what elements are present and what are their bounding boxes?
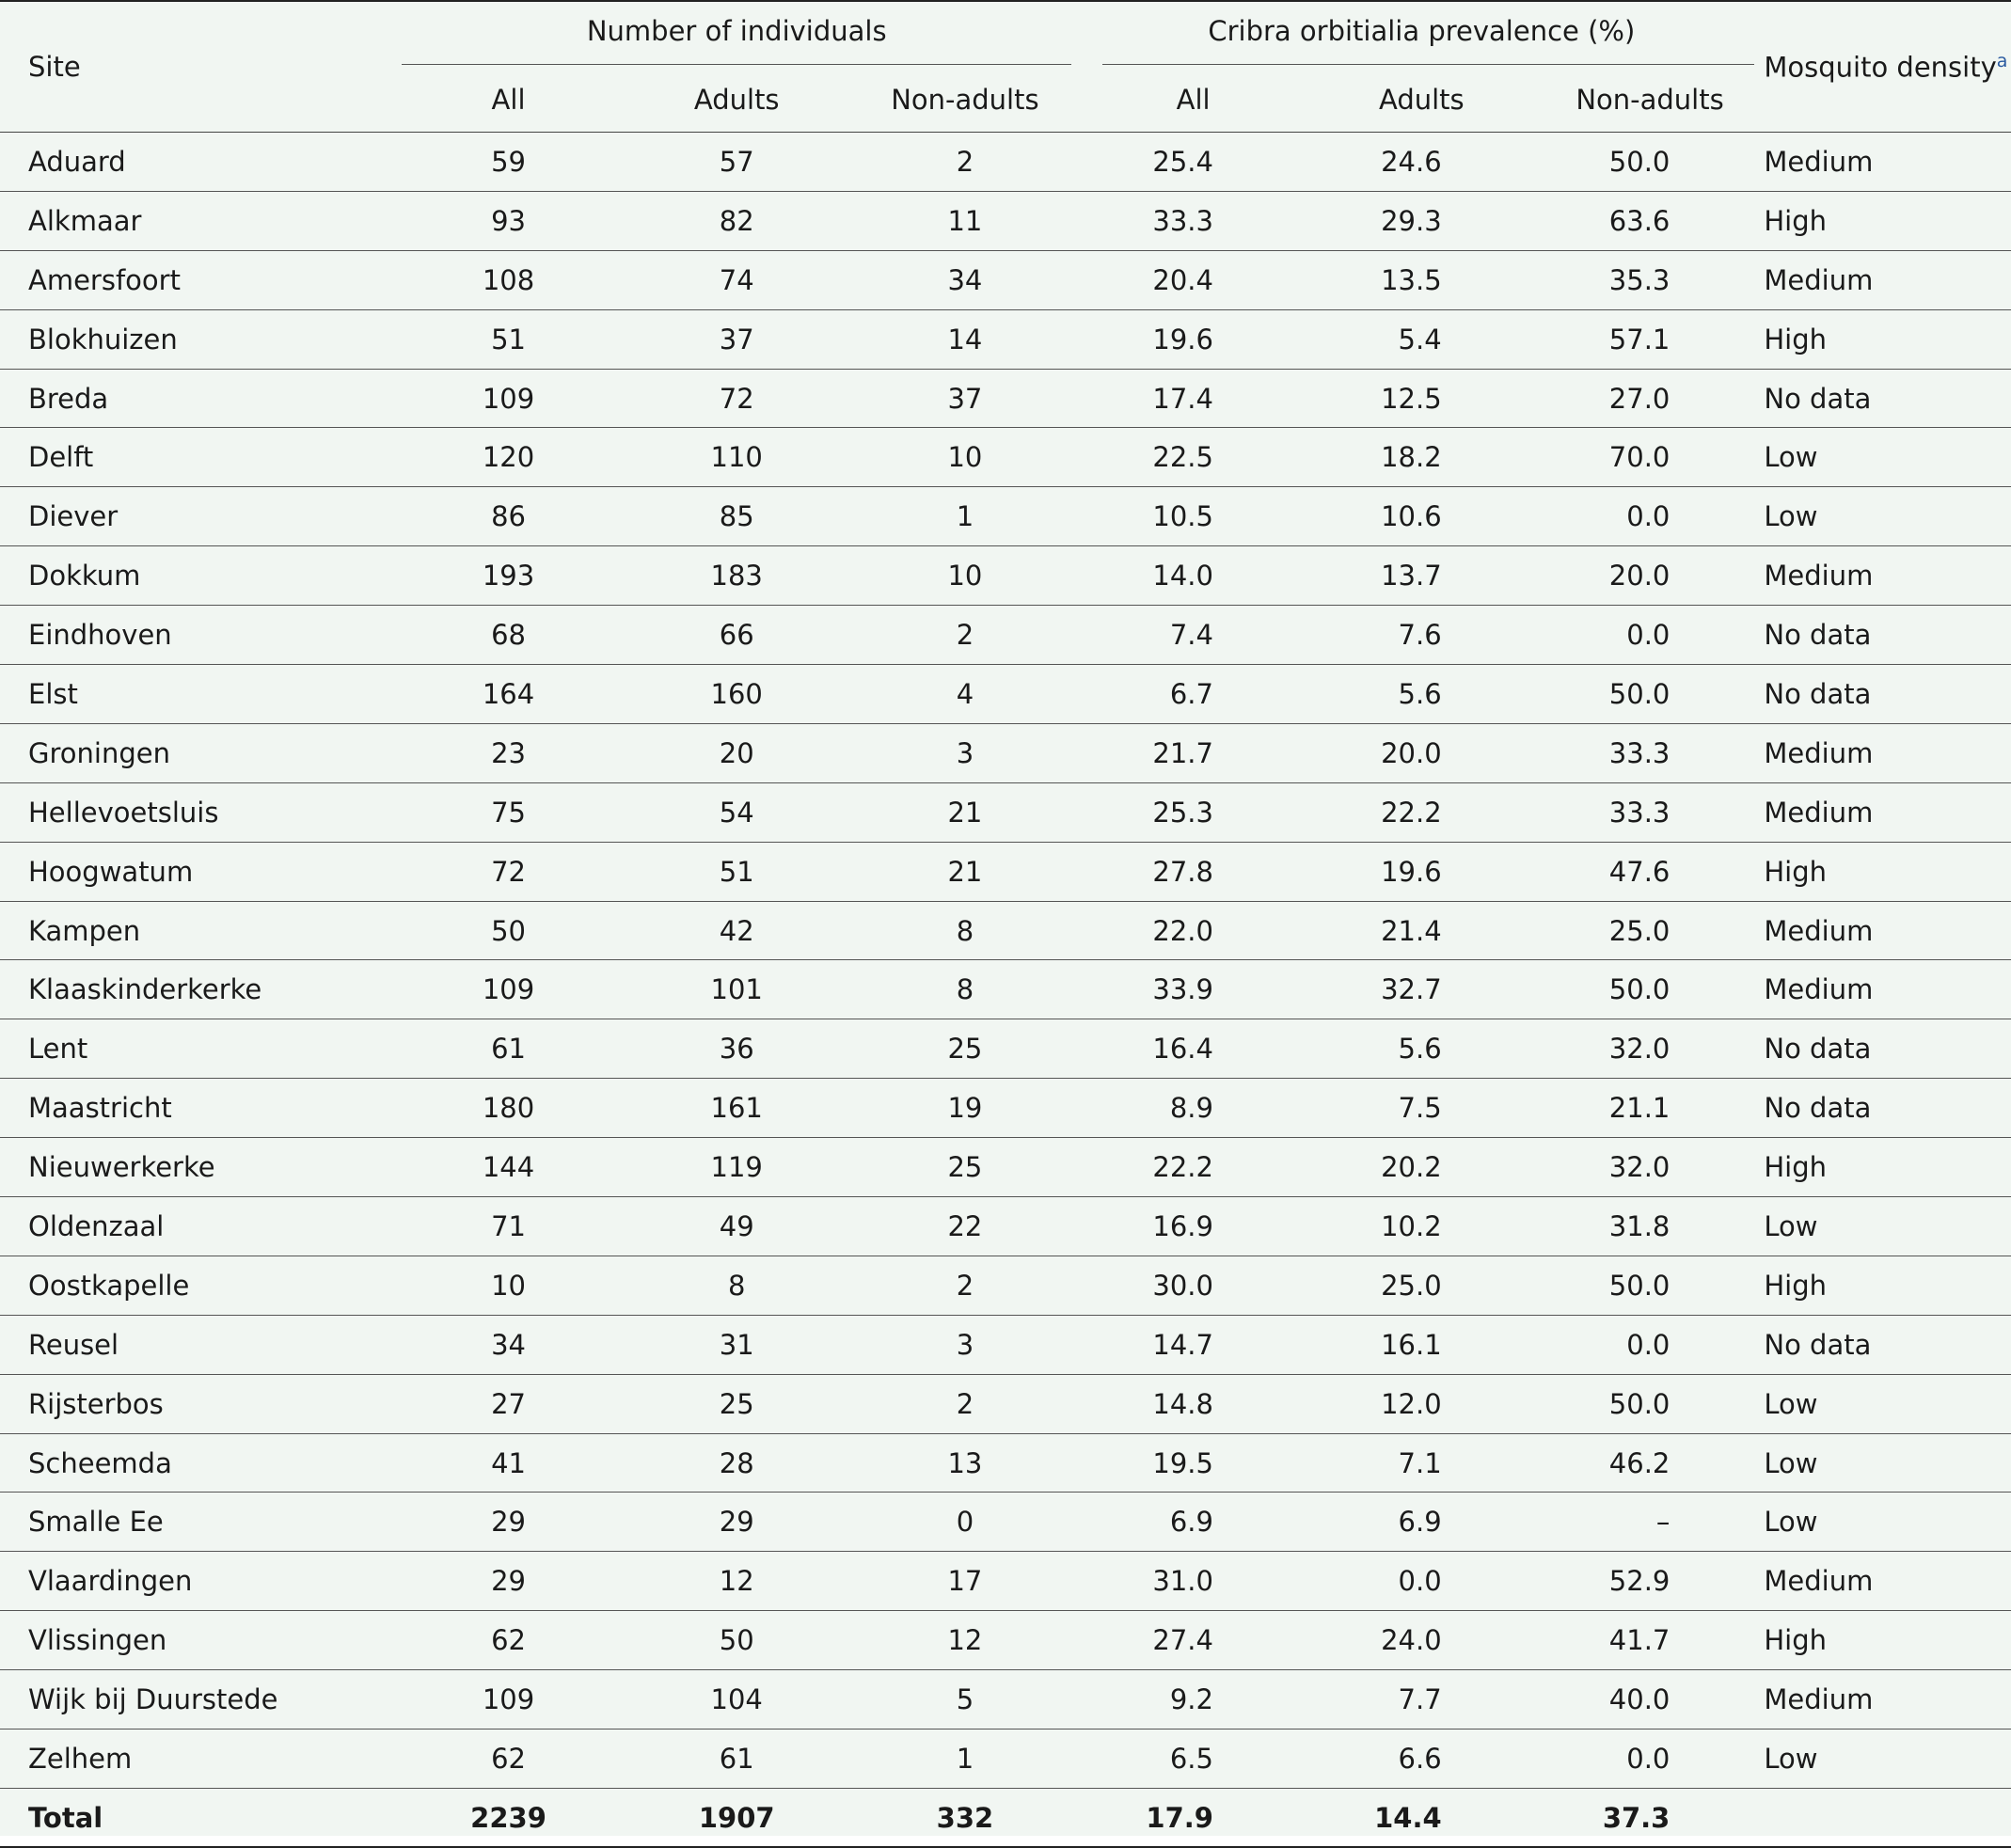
cell-n-nonadults: 2 — [956, 145, 974, 178]
cell-p-all: 9.2 — [1169, 1683, 1213, 1716]
cell-n-adults: 57 — [719, 145, 754, 178]
header-mosquito-density-label: Mosquito density — [1764, 51, 1997, 84]
cell-n-all: 144 — [482, 1151, 535, 1184]
cell-p-adults: 6.6 — [1398, 1742, 1442, 1775]
cell-n-nonadults: 25 — [947, 1151, 983, 1184]
cell-mosquito-density: High — [1764, 1624, 1828, 1657]
cell-site: Nieuwerkerke — [28, 1151, 215, 1184]
cell-n-all: 108 — [482, 263, 535, 296]
cell-p-adults: 25.0 — [1381, 1269, 1442, 1302]
table-row — [0, 782, 2011, 842]
cell-p-nonadults: 31.8 — [1608, 1209, 1671, 1242]
cell-n-nonadults: 5 — [956, 1683, 974, 1716]
cell-mosquito-density: Medium — [1764, 145, 1874, 178]
table-row — [0, 1138, 2011, 1197]
cell-n-all: 93 — [491, 204, 526, 237]
cell-n-adults: 50 — [719, 1624, 754, 1657]
cell-n-all: 180 — [482, 1092, 535, 1125]
cell-p-nonadults: 52.9 — [1608, 1565, 1671, 1598]
cell-site: Elst — [28, 677, 78, 710]
cell-site: Hellevoetsluis — [28, 796, 219, 829]
cell-n-all: 41 — [491, 1446, 526, 1479]
cell-mosquito-density: High — [1764, 855, 1828, 888]
cell-site: Wijk bij Duurstede — [28, 1683, 278, 1716]
cell-n-nonadults: 21 — [947, 855, 983, 888]
group-divider — [402, 64, 1071, 65]
cell-site: Lent — [28, 1033, 88, 1066]
cell-n-nonadults: 3 — [956, 1328, 974, 1361]
cell-p-nonadults: 63.6 — [1608, 204, 1671, 237]
cell-p-adults: 7.7 — [1398, 1683, 1442, 1716]
cell-mosquito-density: Medium — [1764, 796, 1874, 829]
cell-n-adults: 183 — [710, 560, 763, 592]
table-row — [0, 1079, 2011, 1138]
cell-n-adults: 61 — [719, 1742, 754, 1775]
cell-p-nonadults: 0.0 — [1626, 1742, 1671, 1775]
cell-n-all: 50 — [491, 914, 526, 947]
cell-p-adults: 7.6 — [1398, 619, 1442, 652]
cell-site: Oldenzaal — [28, 1209, 165, 1242]
cell-site: Dokkum — [28, 560, 141, 592]
cell-n-adults: 28 — [719, 1446, 754, 1479]
cell-n-nonadults: 8 — [956, 914, 974, 947]
cell-mosquito-density: Low — [1764, 1387, 1818, 1420]
cell-n-adults: 101 — [710, 973, 763, 1006]
cell-n-nonadults: 19 — [947, 1092, 983, 1125]
cell-n-adults: 20 — [719, 736, 754, 769]
cell-mosquito-density: High — [1764, 323, 1828, 355]
table-header — [0, 1, 2011, 133]
header-p-adults: Adults — [1378, 84, 1465, 116]
group-divider — [1102, 64, 1754, 65]
cell-n-all: 2239 — [470, 1801, 546, 1834]
cell-n-nonadults: 37 — [947, 382, 983, 415]
cell-n-all: 62 — [491, 1624, 526, 1657]
cell-n-adults: 42 — [719, 914, 754, 947]
cell-n-all: 109 — [482, 1683, 535, 1716]
total-row — [0, 1788, 2011, 1847]
cell-p-nonadults: 50.0 — [1608, 1387, 1671, 1420]
cell-p-nonadults: – — [1655, 1506, 1671, 1539]
cell-site: Amersfoort — [28, 263, 181, 296]
cell-n-all: 75 — [491, 796, 526, 829]
cell-p-all: 10.5 — [1152, 500, 1213, 533]
cell-p-all: 31.0 — [1152, 1565, 1213, 1598]
cell-n-adults: 31 — [719, 1328, 754, 1361]
cell-n-adults: 25 — [719, 1387, 754, 1420]
header-n-all: All — [491, 84, 526, 116]
cell-n-nonadults: 21 — [947, 796, 983, 829]
cell-p-nonadults: 25.0 — [1608, 914, 1671, 947]
cell-site: Scheemda — [28, 1446, 172, 1479]
cell-n-adults: 29 — [719, 1506, 754, 1539]
table-row — [0, 665, 2011, 724]
cell-p-all: 6.5 — [1169, 1742, 1213, 1775]
cell-site: Vlissingen — [28, 1624, 167, 1657]
cell-mosquito-density: Low — [1764, 1506, 1818, 1539]
cell-n-all: 51 — [491, 323, 526, 355]
cell-p-all: 17.4 — [1152, 382, 1213, 415]
cell-mosquito-density: No data — [1764, 619, 1872, 652]
cell-p-adults: 20.2 — [1381, 1151, 1442, 1184]
cell-p-adults: 13.5 — [1381, 263, 1442, 296]
cell-n-nonadults: 25 — [947, 1033, 983, 1066]
cell-p-adults: 12.5 — [1381, 382, 1442, 415]
cell-n-all: 23 — [491, 736, 526, 769]
cell-n-nonadults: 10 — [947, 441, 983, 474]
cell-mosquito-density: Medium — [1764, 1683, 1874, 1716]
cell-p-all: 22.5 — [1152, 441, 1213, 474]
cell-p-nonadults: 40.0 — [1608, 1683, 1671, 1716]
cell-n-all: 29 — [491, 1565, 526, 1598]
cell-p-nonadults: 50.0 — [1608, 145, 1671, 178]
table-row — [0, 723, 2011, 782]
table-row — [0, 842, 2011, 901]
cell-p-nonadults: 50.0 — [1608, 1269, 1671, 1302]
cell-p-all: 14.7 — [1152, 1328, 1213, 1361]
table-row — [0, 1374, 2011, 1433]
cell-p-adults: 16.1 — [1381, 1328, 1442, 1361]
cell-mosquito-density: No data — [1764, 1328, 1872, 1361]
cell-n-nonadults: 0 — [956, 1506, 974, 1539]
cell-site: Klaaskinderkerke — [28, 973, 262, 1006]
cell-n-all: 109 — [482, 973, 535, 1006]
cell-p-adults: 7.1 — [1398, 1446, 1442, 1479]
table-row — [0, 901, 2011, 960]
cell-p-all: 27.8 — [1152, 855, 1213, 888]
cell-p-nonadults: 33.3 — [1608, 736, 1671, 769]
table-row — [0, 1670, 2011, 1730]
table-row — [0, 960, 2011, 1019]
cell-mosquito-density: No data — [1764, 1092, 1872, 1125]
table-row — [0, 133, 2011, 192]
cell-mosquito-density: Medium — [1764, 560, 1874, 592]
cell-n-all: 120 — [482, 441, 535, 474]
cell-p-all: 30.0 — [1152, 1269, 1213, 1302]
cell-p-nonadults: 0.0 — [1626, 1328, 1671, 1361]
cell-n-nonadults: 13 — [947, 1446, 983, 1479]
cell-site: Rijsterbos — [28, 1387, 164, 1420]
cell-p-adults: 19.6 — [1381, 855, 1442, 888]
cell-p-all: 33.3 — [1152, 204, 1213, 237]
table-row — [0, 487, 2011, 546]
cell-n-adults: 72 — [719, 382, 754, 415]
cell-site: Alkmaar — [28, 204, 142, 237]
cell-n-nonadults: 2 — [956, 1269, 974, 1302]
cell-n-adults: 12 — [719, 1565, 754, 1598]
cell-n-all: 29 — [491, 1506, 526, 1539]
cell-p-nonadults: 37.3 — [1602, 1801, 1671, 1834]
cell-n-adults: 119 — [710, 1151, 763, 1184]
cell-site: Breda — [28, 382, 109, 415]
cell-n-nonadults: 2 — [956, 1387, 974, 1420]
cell-p-nonadults: 20.0 — [1608, 560, 1671, 592]
cell-mosquito-density: Medium — [1764, 1565, 1874, 1598]
cell-p-nonadults: 33.3 — [1608, 796, 1671, 829]
cell-n-adults: 66 — [719, 619, 754, 652]
table-row — [0, 369, 2011, 428]
cell-p-adults: 20.0 — [1381, 736, 1442, 769]
cell-p-nonadults: 32.0 — [1608, 1033, 1671, 1066]
cell-mosquito-density: No data — [1764, 382, 1872, 415]
cell-mosquito-density: Medium — [1764, 914, 1874, 947]
cell-p-adults: 29.3 — [1381, 204, 1442, 237]
cell-p-adults: 18.2 — [1381, 441, 1442, 474]
header-n-adults: Adults — [693, 84, 780, 116]
cell-n-adults: 49 — [719, 1209, 754, 1242]
cell-p-adults: 5.6 — [1398, 1033, 1442, 1066]
cell-p-all: 14.0 — [1152, 560, 1213, 592]
cell-p-all: 27.4 — [1152, 1624, 1213, 1657]
cell-n-nonadults: 17 — [947, 1565, 983, 1598]
cell-p-adults: 13.7 — [1381, 560, 1442, 592]
cell-site: Hoogwatum — [28, 855, 194, 888]
table-row — [0, 546, 2011, 606]
cell-site: Reusel — [28, 1328, 119, 1361]
cell-n-all: 193 — [482, 560, 535, 592]
cell-n-nonadults: 12 — [947, 1624, 983, 1657]
header-p-nonadults: Non-adults — [1576, 84, 1724, 116]
cell-p-all: 33.9 — [1152, 973, 1213, 1006]
cell-p-nonadults: 50.0 — [1608, 677, 1671, 710]
cell-p-adults: 21.4 — [1381, 914, 1442, 947]
cell-p-adults: 10.2 — [1381, 1209, 1442, 1242]
cell-site: Blokhuizen — [28, 323, 178, 355]
cell-n-adults: 161 — [710, 1092, 763, 1125]
cell-n-adults: 37 — [719, 323, 754, 355]
cell-mosquito-density: No data — [1764, 677, 1872, 710]
header-group-individuals — [394, 1, 1079, 68]
cell-p-adults: 10.6 — [1381, 500, 1442, 533]
cell-mosquito-density: High — [1764, 1269, 1828, 1302]
cell-p-adults: 7.5 — [1398, 1092, 1442, 1125]
cell-n-nonadults: 11 — [947, 204, 983, 237]
cell-mosquito-density — [1764, 1788, 2011, 1847]
cell-site: Oostkapelle — [28, 1269, 190, 1302]
cell-site: Diever — [28, 500, 119, 533]
cell-p-adults: 0.0 — [1398, 1565, 1442, 1598]
cell-p-all: 19.5 — [1152, 1446, 1213, 1479]
cell-p-all: 6.7 — [1169, 677, 1213, 710]
cell-site: Kampen — [28, 914, 141, 947]
cell-n-nonadults: 3 — [956, 736, 974, 769]
cell-mosquito-density: Low — [1764, 1742, 1818, 1775]
footnote-link[interactable]: a — [1996, 50, 2008, 71]
cell-n-adults: 8 — [727, 1269, 746, 1302]
cell-p-nonadults: 27.0 — [1608, 382, 1671, 415]
cell-site: Zelhem — [28, 1742, 133, 1775]
cell-n-adults: 1907 — [698, 1801, 775, 1834]
table-row — [0, 1315, 2011, 1374]
header-group-prevalence-label: Cribra orbitialia prevalence (%) — [1208, 14, 1636, 47]
cell-n-nonadults: 1 — [956, 500, 974, 533]
cell-n-adults: 110 — [710, 441, 763, 474]
header-p-all: All — [1176, 84, 1211, 116]
cell-mosquito-density: Medium — [1764, 736, 1874, 769]
cell-n-nonadults: 4 — [956, 677, 974, 710]
cell-n-adults: 54 — [719, 796, 754, 829]
cell-p-adults: 12.0 — [1381, 1387, 1442, 1420]
cell-p-adults: 14.4 — [1374, 1801, 1442, 1834]
table-row — [0, 606, 2011, 665]
header-mosquito-density — [1764, 1, 2011, 133]
cell-n-all: 61 — [491, 1033, 526, 1066]
cell-n-all: 109 — [482, 382, 535, 415]
cell-p-all: 16.9 — [1152, 1209, 1213, 1242]
cell-p-nonadults: 41.7 — [1608, 1624, 1671, 1657]
table-row — [0, 191, 2011, 250]
cell-p-all: 25.4 — [1152, 145, 1213, 178]
cell-n-nonadults: 34 — [947, 263, 983, 296]
header-group-individuals-label: Number of individuals — [586, 14, 887, 47]
cell-p-all: 14.8 — [1152, 1387, 1213, 1420]
cell-site: Maastricht — [28, 1092, 172, 1125]
cell-n-adults: 51 — [719, 855, 754, 888]
header-group-prevalence — [1079, 1, 1764, 68]
cell-p-nonadults: 50.0 — [1608, 973, 1671, 1006]
cell-n-nonadults: 14 — [947, 323, 983, 355]
table-row — [0, 428, 2011, 487]
cell-n-nonadults: 8 — [956, 973, 974, 1006]
table-row — [0, 1493, 2011, 1552]
header-n-nonadults: Non-adults — [891, 84, 1039, 116]
cell-n-adults: 160 — [710, 677, 763, 710]
cell-p-all: 16.4 — [1152, 1033, 1213, 1066]
cell-p-all: 22.2 — [1152, 1151, 1213, 1184]
cell-p-adults: 24.6 — [1381, 145, 1442, 178]
cell-n-all: 62 — [491, 1742, 526, 1775]
cell-n-adults: 74 — [719, 263, 754, 296]
cell-p-nonadults: 46.2 — [1608, 1446, 1671, 1479]
cell-n-all: 34 — [491, 1328, 526, 1361]
cell-n-nonadults: 1 — [956, 1742, 974, 1775]
cell-p-adults: 5.6 — [1398, 677, 1442, 710]
cell-mosquito-density: Low — [1764, 441, 1818, 474]
cell-p-nonadults: 0.0 — [1626, 500, 1671, 533]
cell-site: Aduard — [28, 145, 126, 178]
cell-p-nonadults: 32.0 — [1608, 1151, 1671, 1184]
cell-n-adults: 36 — [719, 1033, 754, 1066]
cell-mosquito-density: Medium — [1764, 263, 1874, 296]
header-site: Site — [28, 51, 81, 83]
cell-n-adults: 85 — [719, 500, 754, 533]
cell-n-nonadults: 22 — [947, 1209, 983, 1242]
table-row — [0, 1433, 2011, 1493]
cell-p-all: 6.9 — [1169, 1506, 1213, 1539]
cell-p-nonadults: 57.1 — [1608, 323, 1671, 355]
cell-p-all: 19.6 — [1152, 323, 1213, 355]
cell-p-nonadults: 21.1 — [1608, 1092, 1671, 1125]
cell-site: Groningen — [28, 736, 170, 769]
cell-site: Vlaardingen — [28, 1565, 193, 1598]
cell-n-all: 68 — [491, 619, 526, 652]
table-row — [0, 309, 2011, 369]
cell-site: Delft — [28, 441, 94, 474]
cell-site: Eindhoven — [28, 619, 172, 652]
cell-n-adults: 82 — [719, 204, 754, 237]
cell-p-adults: 24.0 — [1381, 1624, 1442, 1657]
cell-p-nonadults: 70.0 — [1608, 441, 1671, 474]
table-row — [0, 1019, 2011, 1079]
cell-p-adults: 5.4 — [1398, 323, 1442, 355]
cell-p-all: 22.0 — [1152, 914, 1213, 947]
cell-mosquito-density: High — [1764, 204, 1828, 237]
cell-mosquito-density: Medium — [1764, 973, 1874, 1006]
cell-n-all: 71 — [491, 1209, 526, 1242]
cell-mosquito-density: No data — [1764, 1033, 1872, 1066]
cell-p-nonadults: 0.0 — [1626, 619, 1671, 652]
table-row — [0, 1611, 2011, 1670]
cell-n-nonadults: 2 — [956, 619, 974, 652]
cell-mosquito-density: Low — [1764, 500, 1818, 533]
cell-n-nonadults: 332 — [936, 1801, 994, 1834]
cell-n-all: 59 — [491, 145, 526, 178]
cell-p-all: 21.7 — [1152, 736, 1213, 769]
cell-n-nonadults: 10 — [947, 560, 983, 592]
cell-n-all: 27 — [491, 1387, 526, 1420]
table-body — [0, 133, 2011, 1848]
table-row — [0, 1197, 2011, 1256]
cell-site: Smalle Ee — [28, 1506, 164, 1539]
cell-n-all: 86 — [491, 500, 526, 533]
table-row — [0, 1256, 2011, 1315]
cell-n-all: 164 — [482, 677, 535, 710]
cell-mosquito-density: Low — [1764, 1446, 1818, 1479]
cell-n-adults: 104 — [710, 1683, 763, 1716]
cell-p-all: 20.4 — [1152, 263, 1213, 296]
cell-mosquito-density: Low — [1764, 1209, 1818, 1242]
cell-p-all: 17.9 — [1146, 1801, 1213, 1834]
cell-p-adults: 32.7 — [1381, 973, 1442, 1006]
cell-p-adults: 6.9 — [1398, 1506, 1442, 1539]
cell-mosquito-density: High — [1764, 1151, 1828, 1184]
cell-p-adults: 22.2 — [1381, 796, 1442, 829]
table-row — [0, 250, 2011, 309]
cell-n-all: 10 — [491, 1269, 526, 1302]
cell-p-all: 7.4 — [1169, 619, 1213, 652]
table-row — [0, 1552, 2011, 1611]
cell-p-nonadults: 35.3 — [1608, 263, 1671, 296]
cell-site: Total — [28, 1801, 103, 1834]
table-row — [0, 1730, 2011, 1789]
cell-p-all: 8.9 — [1169, 1092, 1213, 1125]
cell-p-all: 25.3 — [1152, 796, 1213, 829]
cell-p-nonadults: 47.6 — [1608, 855, 1671, 888]
cell-n-all: 72 — [491, 855, 526, 888]
